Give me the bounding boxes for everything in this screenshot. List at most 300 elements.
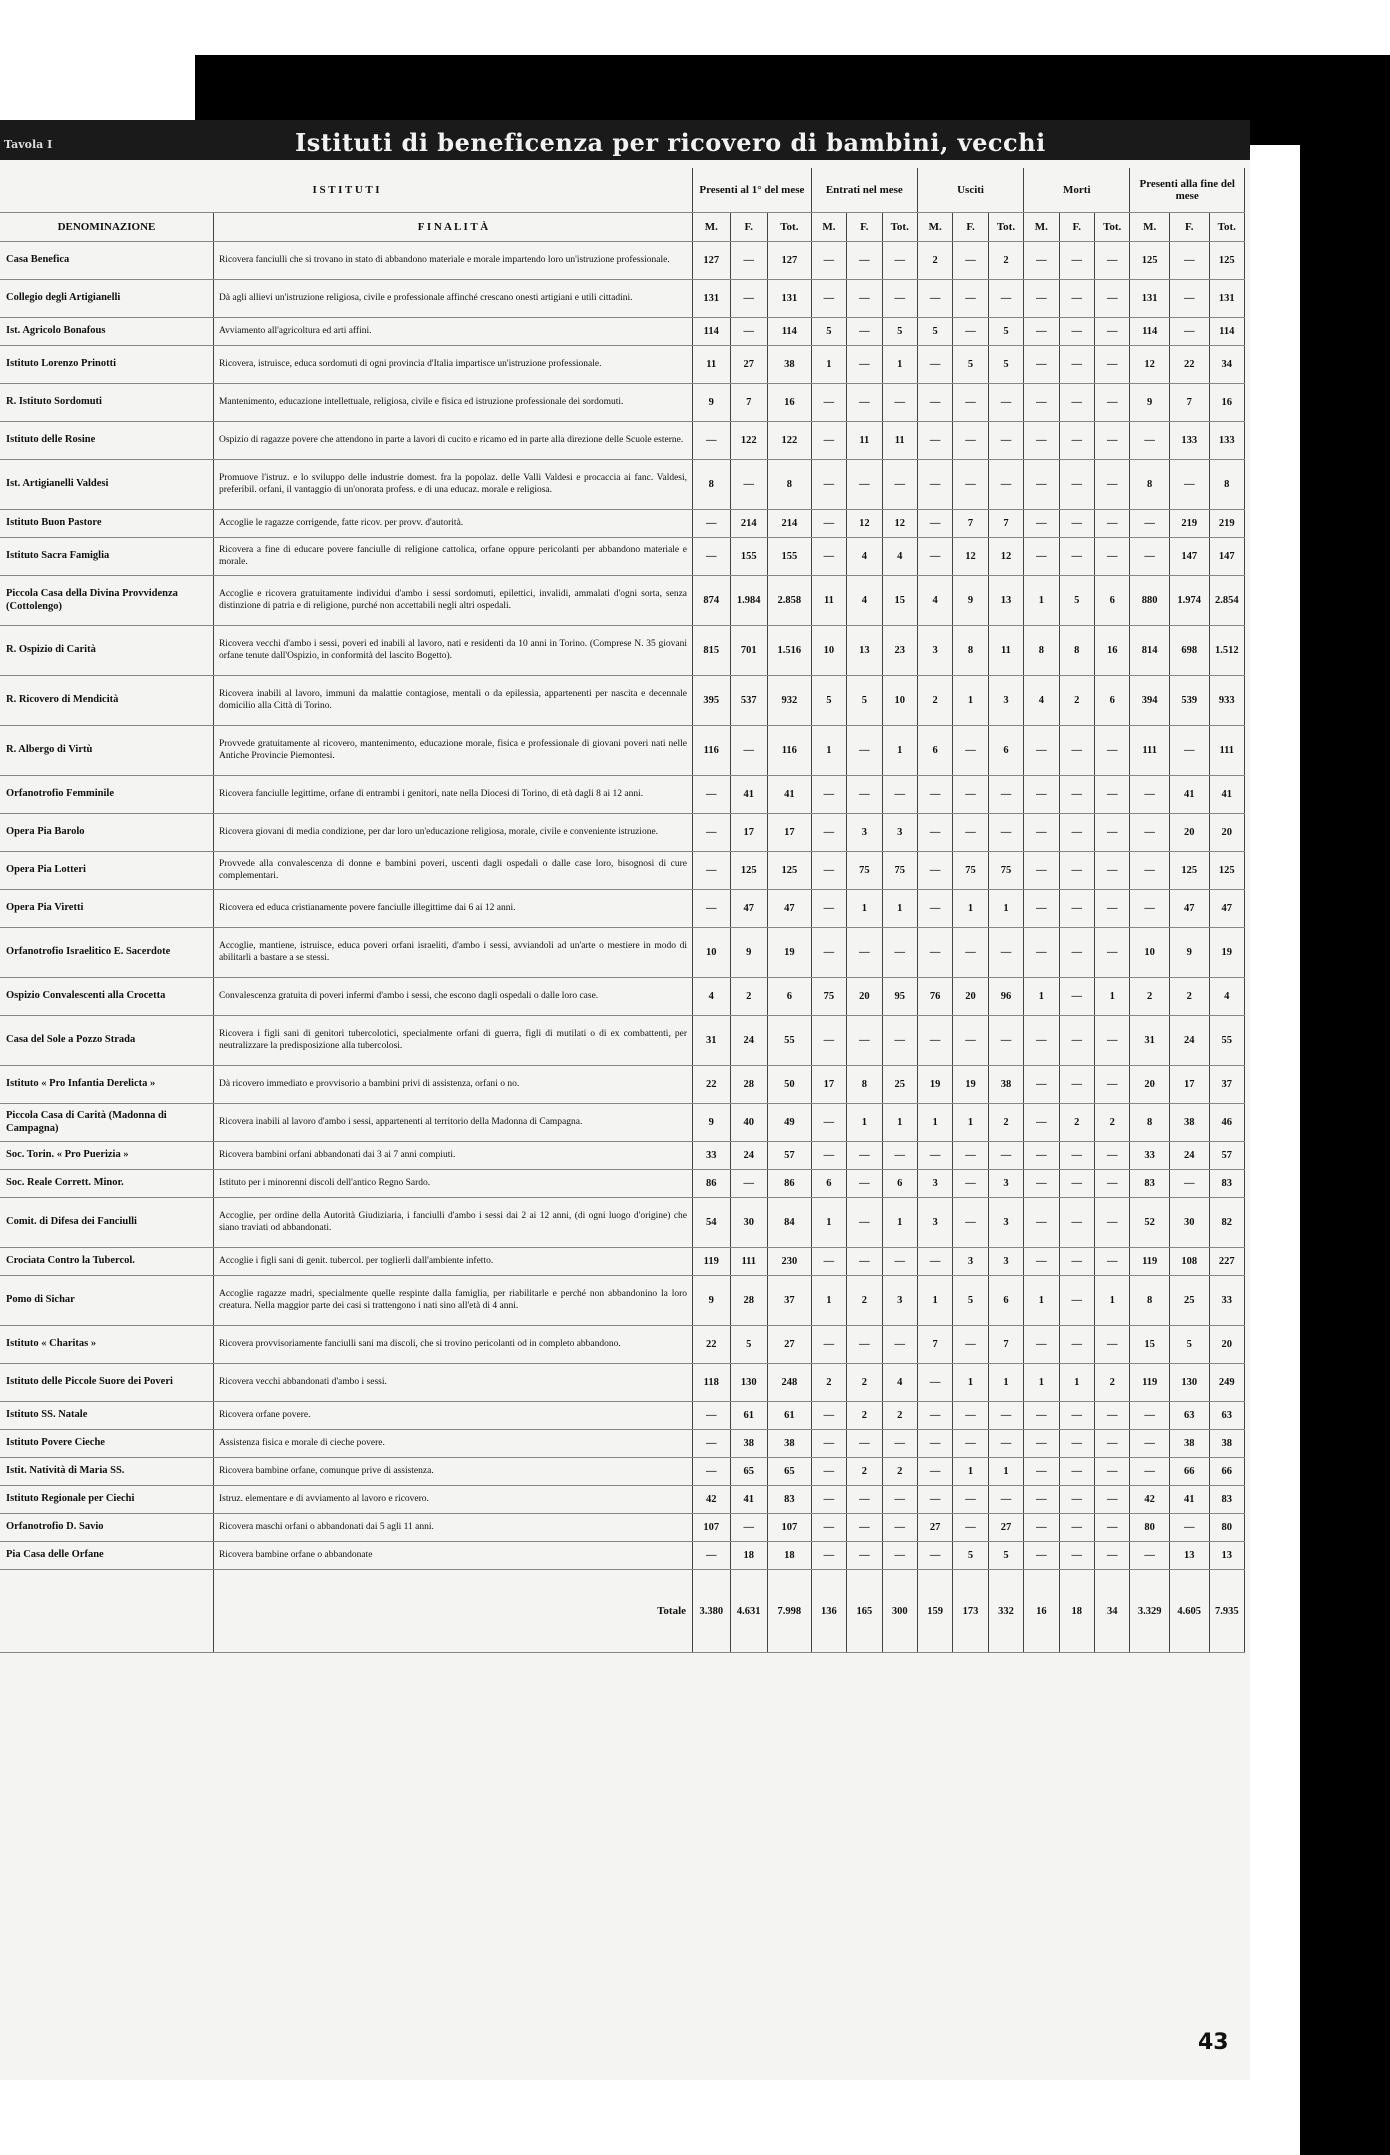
value-cell: 2	[1094, 1364, 1129, 1402]
value-cell: 50	[767, 1066, 811, 1104]
value-cell: 41	[1169, 1486, 1209, 1514]
value-cell: 65	[767, 1458, 811, 1486]
institute-name: Istituto delle Piccole Suore dei Poveri	[0, 1364, 213, 1402]
value-cell: 119	[693, 1248, 730, 1276]
value-cell: —	[917, 1430, 952, 1458]
value-cell: 40	[730, 1104, 767, 1142]
value-cell: 20	[1209, 1326, 1244, 1364]
value-cell: 5	[811, 318, 846, 346]
value-cell: 20	[1209, 814, 1244, 852]
sub-header: F.	[953, 213, 988, 242]
value-cell: —	[953, 726, 988, 776]
value-cell: —	[917, 890, 952, 928]
value-cell: 122	[767, 422, 811, 460]
value-cell: 19	[953, 1066, 988, 1104]
total-cell: 3.380	[693, 1570, 730, 1653]
value-cell: 7	[988, 1326, 1023, 1364]
value-cell: —	[811, 1514, 846, 1542]
value-cell: —	[1059, 890, 1094, 928]
table-row	[0, 460, 1245, 510]
value-cell: 20	[953, 978, 988, 1016]
value-cell: 34	[1209, 346, 1244, 384]
page-number: 43	[1198, 2030, 1229, 2055]
value-cell: 82	[1209, 1198, 1244, 1248]
tavola-label: Tavola I	[4, 138, 53, 151]
value-cell: 2	[847, 1364, 882, 1402]
value-cell: —	[917, 1402, 952, 1430]
value-cell: —	[988, 422, 1023, 460]
value-cell: —	[882, 1326, 917, 1364]
value-cell: —	[917, 1248, 952, 1276]
value-cell: 219	[1209, 510, 1244, 538]
value-cell: 6	[882, 1170, 917, 1198]
value-cell: 22	[693, 1326, 730, 1364]
value-cell: 874	[693, 576, 730, 626]
value-cell: —	[730, 318, 767, 346]
total-cell: 300	[882, 1570, 917, 1653]
value-cell: —	[1130, 890, 1170, 928]
table-row	[0, 384, 1245, 422]
value-cell: —	[1059, 978, 1094, 1016]
value-cell: 4	[1209, 978, 1244, 1016]
page-title: Istituti di beneficenza per ricovero di bambini, vecchi	[295, 128, 1046, 157]
value-cell: —	[1130, 814, 1170, 852]
value-cell: —	[953, 1198, 988, 1248]
table-row	[0, 1198, 1245, 1248]
value-cell: 8	[1130, 460, 1170, 510]
value-cell: —	[811, 928, 846, 978]
institute-purpose: Ricovera vecchi d'ambo i sessi, poveri ed inabili al lavoro, nati e residenti da 10 anni in Torino. (Comprese N. 35 giovani orfane tenute dall'Ospizio, in conformità del lascito Bogetto).	[213, 626, 692, 676]
institute-purpose: Ospizio di ragazze povere che attendono in parte a lavori di cucito e ricamo ed in parte alla direzione delle Scuole esterne.	[213, 422, 692, 460]
value-cell: 1	[882, 1104, 917, 1142]
value-cell: 42	[693, 1486, 730, 1514]
value-cell: 3	[917, 1170, 952, 1198]
value-cell: 2	[1059, 1104, 1094, 1142]
value-cell: 11	[693, 346, 730, 384]
value-cell: 24	[1169, 1016, 1209, 1066]
value-cell: 2	[847, 1276, 882, 1326]
total-label: Totale	[213, 1570, 692, 1653]
institute-purpose: Accoglie e ricovera gratuitamente individui d'ambo i sessi sordomuti, epilettici, invalidi, ammalati d'ogni sorta, senza distinzione di patria e di religione, purché non accettabili negli altri ospedali.	[213, 576, 692, 626]
istituti-header: I S T I T U T I	[0, 168, 693, 213]
value-cell: —	[811, 538, 846, 576]
value-cell: —	[1094, 1142, 1129, 1170]
value-cell: —	[1024, 280, 1059, 318]
value-cell: 3	[988, 1198, 1023, 1248]
value-cell: 5	[953, 1542, 988, 1570]
total-cell: 4.631	[730, 1570, 767, 1653]
value-cell: —	[1130, 510, 1170, 538]
value-cell: —	[1094, 1402, 1129, 1430]
value-cell: 76	[917, 978, 952, 1016]
table-row	[0, 1542, 1245, 1570]
value-cell: 127	[767, 242, 811, 280]
value-cell: —	[1130, 1430, 1170, 1458]
value-cell: —	[1094, 422, 1129, 460]
value-cell: 3	[988, 1170, 1023, 1198]
value-cell: —	[811, 1402, 846, 1430]
sub-header: F.	[730, 213, 767, 242]
value-cell: 1	[1024, 1364, 1059, 1402]
value-cell: —	[1094, 384, 1129, 422]
institute-name: Istituto « Pro Infantia Derelicta »	[0, 1066, 213, 1104]
value-cell: —	[1094, 1514, 1129, 1542]
value-cell: —	[811, 384, 846, 422]
value-cell: 41	[730, 1486, 767, 1514]
value-cell: 83	[767, 1486, 811, 1514]
value-cell: —	[1059, 726, 1094, 776]
value-cell: —	[847, 318, 882, 346]
value-cell: 31	[693, 1016, 730, 1066]
value-cell: —	[1094, 1486, 1129, 1514]
value-cell: 37	[767, 1276, 811, 1326]
value-cell: 28	[730, 1066, 767, 1104]
total-cell: 136	[811, 1570, 846, 1653]
value-cell: 2	[917, 242, 952, 280]
value-cell: —	[1024, 890, 1059, 928]
value-cell: —	[953, 280, 988, 318]
table-row	[0, 1486, 1245, 1514]
table-row	[0, 280, 1245, 318]
value-cell: 8	[1209, 460, 1244, 510]
value-cell: 18	[730, 1542, 767, 1570]
value-cell: —	[1024, 852, 1059, 890]
value-cell: —	[1024, 1486, 1059, 1514]
institute-purpose: Istruz. elementare e di avviamento al lavoro e ricovero.	[213, 1486, 692, 1514]
value-cell: 4	[693, 978, 730, 1016]
value-cell: —	[1024, 1430, 1059, 1458]
value-cell: 41	[730, 776, 767, 814]
value-cell: 30	[730, 1198, 767, 1248]
value-cell: 114	[693, 318, 730, 346]
value-cell: 1	[988, 1364, 1023, 1402]
value-cell: 5	[1059, 576, 1094, 626]
value-cell: 1	[988, 1458, 1023, 1486]
value-cell: 20	[847, 978, 882, 1016]
value-cell: —	[1130, 1402, 1170, 1430]
value-cell: —	[953, 422, 988, 460]
value-cell: —	[811, 1142, 846, 1170]
value-cell: 84	[767, 1198, 811, 1248]
value-cell: —	[882, 1542, 917, 1570]
institute-name: Ist. Artigianelli Valdesi	[0, 460, 213, 510]
value-cell: —	[988, 280, 1023, 318]
value-cell: 54	[693, 1198, 730, 1248]
value-cell: —	[847, 928, 882, 978]
institute-name: R. Albergo di Virtù	[0, 726, 213, 776]
value-cell: 57	[767, 1142, 811, 1170]
value-cell: 155	[767, 538, 811, 576]
value-cell: 249	[1209, 1364, 1244, 1402]
institute-name: Istituto delle Rosine	[0, 422, 213, 460]
value-cell: 8	[767, 460, 811, 510]
value-cell: 2	[917, 676, 952, 726]
value-cell: 214	[730, 510, 767, 538]
value-cell: 932	[767, 676, 811, 726]
value-cell: —	[811, 1486, 846, 1514]
value-cell: —	[811, 510, 846, 538]
value-cell: —	[882, 1016, 917, 1066]
value-cell: 2	[882, 1402, 917, 1430]
value-cell: 2	[1130, 978, 1170, 1016]
value-cell: 12	[1130, 346, 1170, 384]
value-cell: 15	[882, 576, 917, 626]
value-cell: 2	[1169, 978, 1209, 1016]
value-cell: —	[1059, 384, 1094, 422]
value-cell: 2.858	[767, 576, 811, 626]
value-cell: 933	[1209, 676, 1244, 726]
value-cell: 41	[767, 776, 811, 814]
value-cell: —	[1130, 776, 1170, 814]
value-cell: —	[1059, 1514, 1094, 1542]
table-row	[0, 1170, 1245, 1198]
value-cell: —	[1024, 510, 1059, 538]
value-cell: —	[693, 422, 730, 460]
value-cell: 13	[988, 576, 1023, 626]
value-cell: —	[953, 776, 988, 814]
value-cell: 5	[988, 346, 1023, 384]
institute-purpose: Assistenza fisica e morale di cieche povere.	[213, 1430, 692, 1458]
value-cell: —	[882, 242, 917, 280]
value-cell: 394	[1130, 676, 1170, 726]
value-cell: —	[811, 1248, 846, 1276]
value-cell: —	[1059, 928, 1094, 978]
value-cell: —	[847, 346, 882, 384]
value-cell: —	[1059, 1016, 1094, 1066]
value-cell: 33	[693, 1142, 730, 1170]
value-cell: —	[1024, 776, 1059, 814]
value-cell: 9	[1169, 928, 1209, 978]
value-cell: —	[1094, 1430, 1129, 1458]
value-cell: —	[1059, 1542, 1094, 1570]
group-header: Presenti alla fine del mese	[1130, 168, 1245, 213]
value-cell: —	[988, 1486, 1023, 1514]
value-cell: —	[1094, 1542, 1129, 1570]
institute-name: Pomo di Sichar	[0, 1276, 213, 1326]
total-cell: 7.998	[767, 1570, 811, 1653]
value-cell: 3	[882, 1276, 917, 1326]
institute-purpose: Ricovera bambine orfane, comunque prive di assistenza.	[213, 1458, 692, 1486]
value-cell: —	[1059, 814, 1094, 852]
value-cell: —	[1059, 1170, 1094, 1198]
value-cell: 127	[693, 242, 730, 280]
institute-purpose: Accoglie, per ordine della Autorità Giudiziaria, i fanciulli d'ambo i sessi dai 2 ai 12 anni, (di ogni luogo d'origine) che siano traviati od abbandonati.	[213, 1198, 692, 1248]
table-row	[0, 1402, 1245, 1430]
value-cell: 3	[917, 626, 952, 676]
value-cell: 38	[730, 1430, 767, 1458]
value-cell: —	[730, 1514, 767, 1542]
value-cell: 38	[767, 1430, 811, 1458]
total-cell: 3.329	[1130, 1570, 1170, 1653]
value-cell: —	[1094, 1066, 1129, 1104]
value-cell: —	[1059, 318, 1094, 346]
institute-purpose: Ricovera vecchi abbandonati d'ambo i sessi.	[213, 1364, 692, 1402]
value-cell: —	[917, 1486, 952, 1514]
value-cell: 8	[1024, 626, 1059, 676]
institute-purpose: Dà ricovero immediato e provvisorio a bambini privi di assistenza, orfani o no.	[213, 1066, 692, 1104]
value-cell: 47	[1169, 890, 1209, 928]
value-cell: —	[917, 1458, 952, 1486]
value-cell: —	[917, 776, 952, 814]
value-cell: 27	[988, 1514, 1023, 1542]
value-cell: 83	[1130, 1170, 1170, 1198]
value-cell: —	[693, 814, 730, 852]
value-cell: 2	[882, 1458, 917, 1486]
value-cell: —	[1094, 1016, 1129, 1066]
value-cell: —	[882, 1248, 917, 1276]
value-cell: —	[1169, 318, 1209, 346]
value-cell: 119	[1130, 1248, 1170, 1276]
sub-header: F.	[1169, 213, 1209, 242]
value-cell: 9	[693, 1276, 730, 1326]
sub-header: M.	[1024, 213, 1059, 242]
table-row	[0, 1276, 1245, 1326]
value-cell: —	[1024, 1170, 1059, 1198]
value-cell: —	[811, 1542, 846, 1570]
institute-name: Istituto SS. Natale	[0, 1402, 213, 1430]
sub-header: Tot.	[882, 213, 917, 242]
value-cell: —	[882, 1514, 917, 1542]
value-cell: —	[988, 1016, 1023, 1066]
value-cell: 125	[1130, 242, 1170, 280]
value-cell: —	[811, 1458, 846, 1486]
table-row	[0, 776, 1245, 814]
value-cell: —	[1094, 852, 1129, 890]
value-cell: 28	[730, 1276, 767, 1326]
value-cell: —	[693, 510, 730, 538]
value-cell: —	[953, 1486, 988, 1514]
table-row	[0, 1104, 1245, 1142]
value-cell: —	[847, 242, 882, 280]
value-cell: 2	[1059, 676, 1094, 726]
value-cell: 8	[1130, 1104, 1170, 1142]
value-cell: 3	[917, 1198, 952, 1248]
value-cell: 30	[1169, 1198, 1209, 1248]
value-cell: 116	[767, 726, 811, 776]
institute-purpose: Dà agli allievi un'istruzione religiosa, civile e professionale affinché crescano onesti artigiani e utili cittadini.	[213, 280, 692, 318]
value-cell: 111	[1209, 726, 1244, 776]
institute-name: Istit. Natività di Maria SS.	[0, 1458, 213, 1486]
value-cell: —	[811, 814, 846, 852]
value-cell: 17	[1169, 1066, 1209, 1104]
value-cell: 19	[767, 928, 811, 978]
value-cell: 27	[917, 1514, 952, 1542]
value-cell: —	[811, 1326, 846, 1364]
value-cell: 130	[730, 1364, 767, 1402]
value-cell: —	[1094, 1326, 1129, 1364]
value-cell: —	[917, 460, 952, 510]
institute-purpose: Ricovera fanciulli che si trovano in stato di abbandono materiale e morale impartendo loro un'istruzione professionale.	[213, 242, 692, 280]
value-cell: 1	[882, 346, 917, 384]
value-cell: 5	[917, 318, 952, 346]
value-cell: 2	[988, 242, 1023, 280]
table-row	[0, 538, 1245, 576]
institute-purpose: Ricovera inabili al lavoro, immuni da malattie contagiose, mentali o da epilessia, appartenenti per nascita e decennale domicilio alla Città di Torino.	[213, 676, 692, 726]
value-cell: —	[811, 1104, 846, 1142]
value-cell: —	[953, 318, 988, 346]
value-cell: 11	[811, 576, 846, 626]
sub-header: Tot.	[767, 213, 811, 242]
value-cell: —	[953, 1430, 988, 1458]
value-cell: 1.984	[730, 576, 767, 626]
value-cell: —	[1059, 422, 1094, 460]
value-cell: 1	[882, 726, 917, 776]
total-cell: 4.605	[1169, 1570, 1209, 1653]
value-cell: —	[811, 1430, 846, 1458]
value-cell: 11	[882, 422, 917, 460]
sub-header: Tot.	[1094, 213, 1129, 242]
value-cell: 1	[953, 1104, 988, 1142]
value-cell: 52	[1130, 1198, 1170, 1248]
value-cell: 13	[847, 626, 882, 676]
value-cell: 22	[693, 1066, 730, 1104]
total-cell: 159	[917, 1570, 952, 1653]
institute-name: Istituto Povere Cieche	[0, 1430, 213, 1458]
value-cell: —	[1094, 318, 1129, 346]
value-cell: 25	[1169, 1276, 1209, 1326]
institute-purpose: Ricovera giovani di media condizione, per dar loro un'educazione religiosa, morale, civile e conveniente istruzione.	[213, 814, 692, 852]
value-cell: 57	[1209, 1142, 1244, 1170]
value-cell: 16	[1209, 384, 1244, 422]
value-cell: 131	[767, 280, 811, 318]
value-cell: 38	[1209, 1430, 1244, 1458]
value-cell: —	[1059, 1142, 1094, 1170]
value-cell: —	[917, 1016, 952, 1066]
value-cell: —	[1059, 1430, 1094, 1458]
value-cell: 63	[1169, 1402, 1209, 1430]
sub-header: Tot.	[1209, 213, 1244, 242]
total-cell: 7.935	[1209, 1570, 1244, 1653]
institute-purpose: Ricovera fanciulle legittime, orfane di entrambi i genitori, nate nella Diocesi di Torino, di età dagli 8 ai 12 anni.	[213, 776, 692, 814]
table-row	[0, 422, 1245, 460]
institute-name: Pia Casa delle Orfane	[0, 1542, 213, 1570]
value-cell: —	[847, 384, 882, 422]
table-row	[0, 1326, 1245, 1364]
value-cell: 13	[1209, 1542, 1244, 1570]
value-cell: —	[847, 1016, 882, 1066]
institute-name: Casa del Sole a Pozzo Strada	[0, 1016, 213, 1066]
value-cell: 20	[1130, 1066, 1170, 1104]
institute-name: Ospizio Convalescenti alla Crocetta	[0, 978, 213, 1016]
value-cell: 7	[917, 1326, 952, 1364]
value-cell: —	[953, 1142, 988, 1170]
value-cell: —	[953, 242, 988, 280]
institute-purpose: Ricovera i figli sani di genitori tubercolotici, specialmente orfani di guerra, figli di mutilati o di ex combattenti, per neutralizzare la predisposizione alla tubercolosi.	[213, 1016, 692, 1066]
sub-header: F.	[847, 213, 882, 242]
value-cell: —	[1059, 460, 1094, 510]
data-table-container	[0, 168, 1245, 2018]
institute-name: Piccola Casa di Carità (Madonna di Campagna)	[0, 1104, 213, 1142]
value-cell: 17	[811, 1066, 846, 1104]
total-cell: 34	[1094, 1570, 1129, 1653]
value-cell: —	[917, 384, 952, 422]
institute-purpose: Promuove l'istruz. e lo sviluppo delle industrie domest. fra la popolaz. delle Valli Valdesi e procaccia ai fanc. Valdesi, preferibil. orfani, il vantaggio di un'onorata profess. e di una educaz. morale e religiosa.	[213, 460, 692, 510]
value-cell: 61	[730, 1402, 767, 1430]
value-cell: 11	[847, 422, 882, 460]
value-cell: —	[917, 928, 952, 978]
value-cell: —	[1024, 384, 1059, 422]
value-cell: —	[1024, 726, 1059, 776]
value-cell: 107	[767, 1514, 811, 1542]
value-cell: —	[847, 726, 882, 776]
finalita-header: F I N A L I T À	[213, 213, 692, 242]
value-cell: 118	[693, 1364, 730, 1402]
value-cell: —	[917, 422, 952, 460]
value-cell: 10	[1130, 928, 1170, 978]
value-cell: —	[1059, 1198, 1094, 1248]
value-cell: —	[1024, 1458, 1059, 1486]
value-cell: 122	[730, 422, 767, 460]
